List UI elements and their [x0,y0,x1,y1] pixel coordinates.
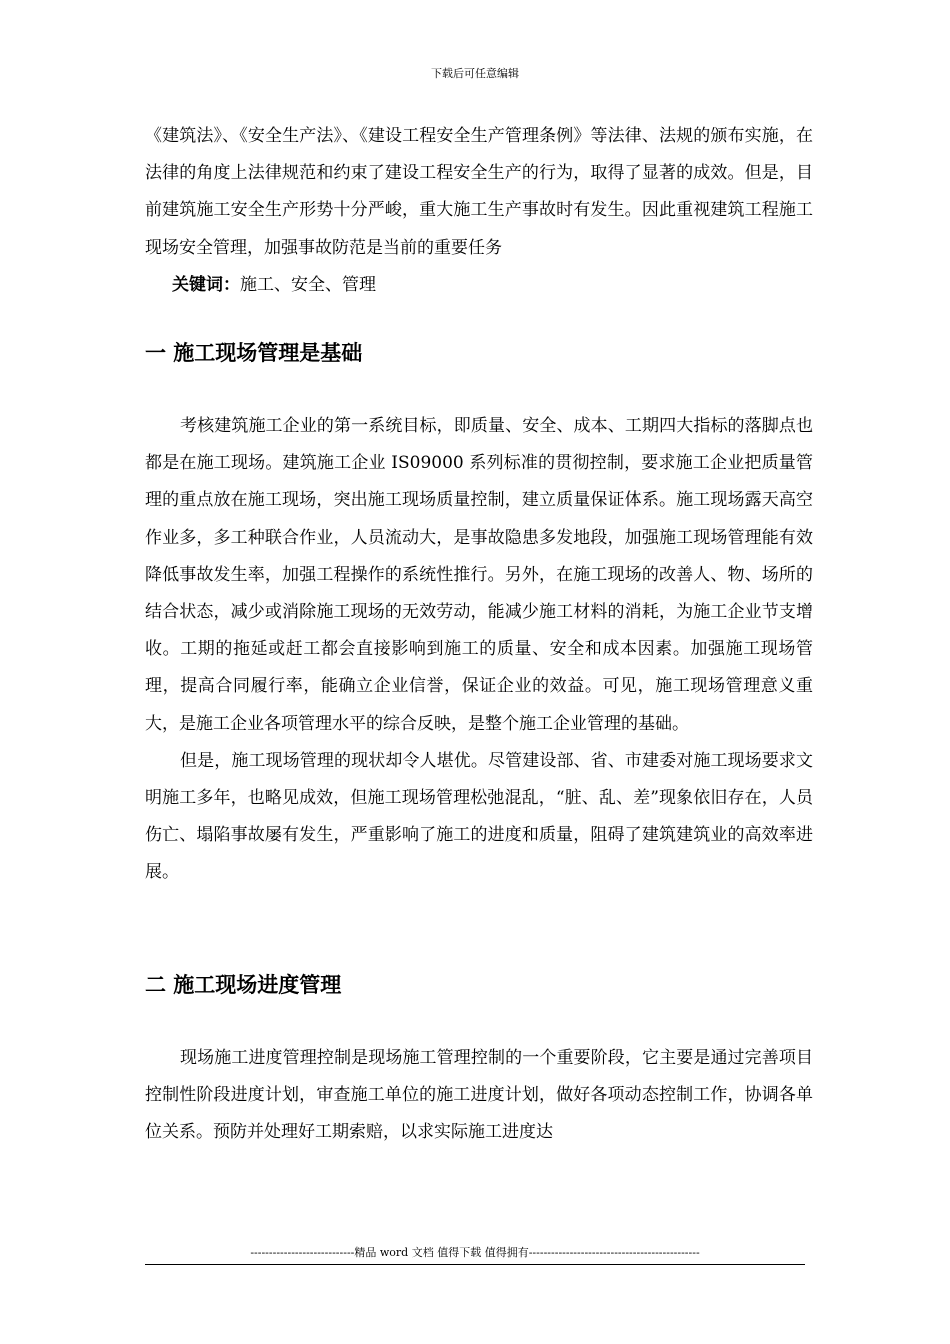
page-header: 下载后可任意编辑 [431,67,519,80]
keywords-line [145,267,813,304]
keywords-value: 施工、安全、管理 [240,274,376,295]
keywords-label: 关键词： [172,274,240,295]
section1-paragraph-1: 考核建筑施工企业的第一系统目标，即质量、安全、成本、工期四大指标的落脚点也都是在施工现场。建筑施工企业 IS09000 系列标准的贯彻控制，要求施工企业把质量管理的重点放在施工现场，突出施工现场质量控制，建立质量保证体系。施工现场露天高空作业多，多工种联合作业，人员流动大，是事故隐患多发地段，加强施工现场管理能有效降低事故发生率，加强工程操作的系统性推行。另外，在施工现场的改善人、物、场所的结合状态，减少或消除施工现场的无效劳动，能减少施工材料的消耗，为施工企业节支增收。工期的拖延或赶工都会直接影响到施工的质量、安全和成本因素。加强施工现场管理，提高合同履行率，能确立企业信誉，保证企业的效益。可见，施工现场管理意义重大，是施工企业各项管理水平的综合反映，是整个施工企业管理的基础。 [145,416,813,734]
section1-title: 一 施工现场管理是基础 [145,341,363,366]
section2-paragraph-1: 现场施工进度管理控制是现场施工管理控制的一个重要阶段，它主要是通过完善项目控制性阶段进度计划，审查施工单位的施工进度计划，做好各项动态控制工作，协调各单位关系。预防并处理好工期索赔，以求实际施工进度达 [145,1047,813,1143]
section1-paragraph-2: 但是，施工现场管理的现状却令人堪优。尽管建设部、省、市建委对施工现场要求文明施工多年，也略见成效，但施工现场管理松弛混乱，“脏、乱、差”现象依旧存在，人员伤亡、塌陷事故屡有发生，严重影响了施工的进度和质量，阻碍了建筑建筑业的高效率进展。 [145,750,813,883]
section2-title: 二 施工现场进度管理 [145,972,342,997]
page-footer: ----------------------------精品 word 文档 值得下载 值得拥有---------------------------------------------- [145,1245,805,1265]
intro-paragraph: 《建筑法》、《安全生产法》、《建设工程安全生产管理条例》等法律、法规的颁布实施，在法律的角度上法律规范和约束了建设工程安全生产的行为，取得了显著的成效。但是，目前建筑施工安全生产形势十分严峻，重大施工生产事故时有发生。因此重视建筑工程施工现场安全管理，加强事故防范是当前的重要任务 [145,126,813,258]
document-body [145,118,813,1151]
